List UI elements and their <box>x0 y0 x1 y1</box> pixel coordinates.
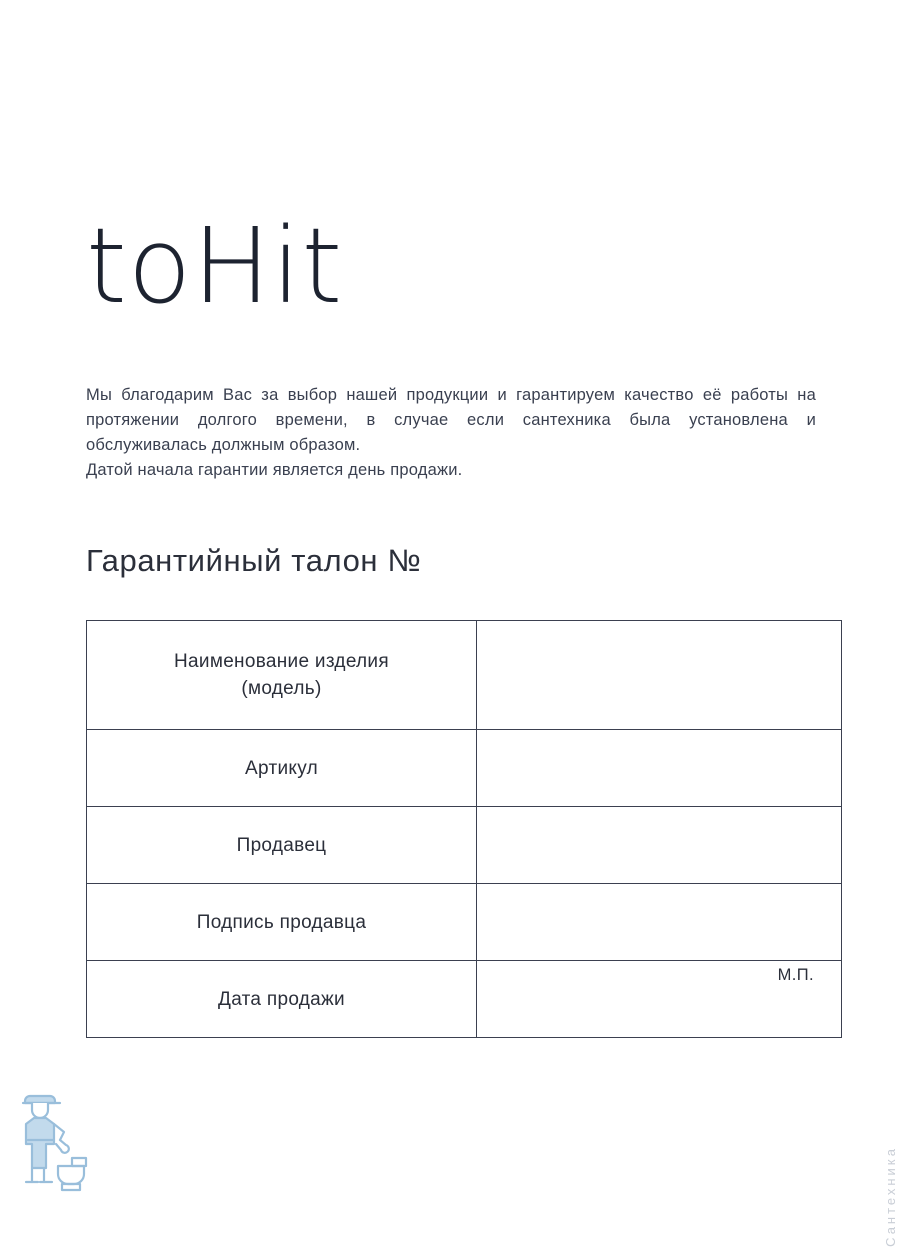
plumber-illustration-icon <box>8 1074 94 1194</box>
table-row <box>87 730 842 807</box>
table-row-label <box>87 621 477 730</box>
table-row-value-product-name[interactable] <box>477 621 842 730</box>
side-watermark-text: Сантехника <box>883 1146 898 1247</box>
table-row-label-line1: Наименование изделия <box>174 651 389 672</box>
table-row-label: Продавец <box>87 807 477 884</box>
intro-paragraph <box>86 383 816 483</box>
table-row-value-seller-signature[interactable] <box>477 884 842 961</box>
table-row-label: Подпись продавца <box>87 884 477 961</box>
table-row-label: Дата продажи <box>87 961 477 1038</box>
table-row-label-line2: (модель) <box>241 678 322 699</box>
table-row <box>87 961 842 1038</box>
table-row-value-article[interactable] <box>477 730 842 807</box>
brand-logo-text: toHit <box>86 205 344 327</box>
table-row-value-seller[interactable] <box>477 807 842 884</box>
intro-line-2: Датой начала гарантии является день продажи. <box>86 461 463 479</box>
table-row <box>87 884 842 961</box>
brand-logo <box>86 205 344 329</box>
stamp-note: М.П. <box>777 966 814 984</box>
table-row <box>87 807 842 884</box>
table-row-label: Артикул <box>87 730 477 807</box>
table-row <box>87 621 842 730</box>
warranty-table <box>86 620 842 1038</box>
intro-line-1: Мы благодарим Вас за выбор нашей продукции и гарантируем качество её работы на протяжении долгого времени, в случае если сантехника была установлена и обслуживалась должным образом. <box>86 386 816 454</box>
page-title: Гарантийный талон № <box>86 543 422 578</box>
